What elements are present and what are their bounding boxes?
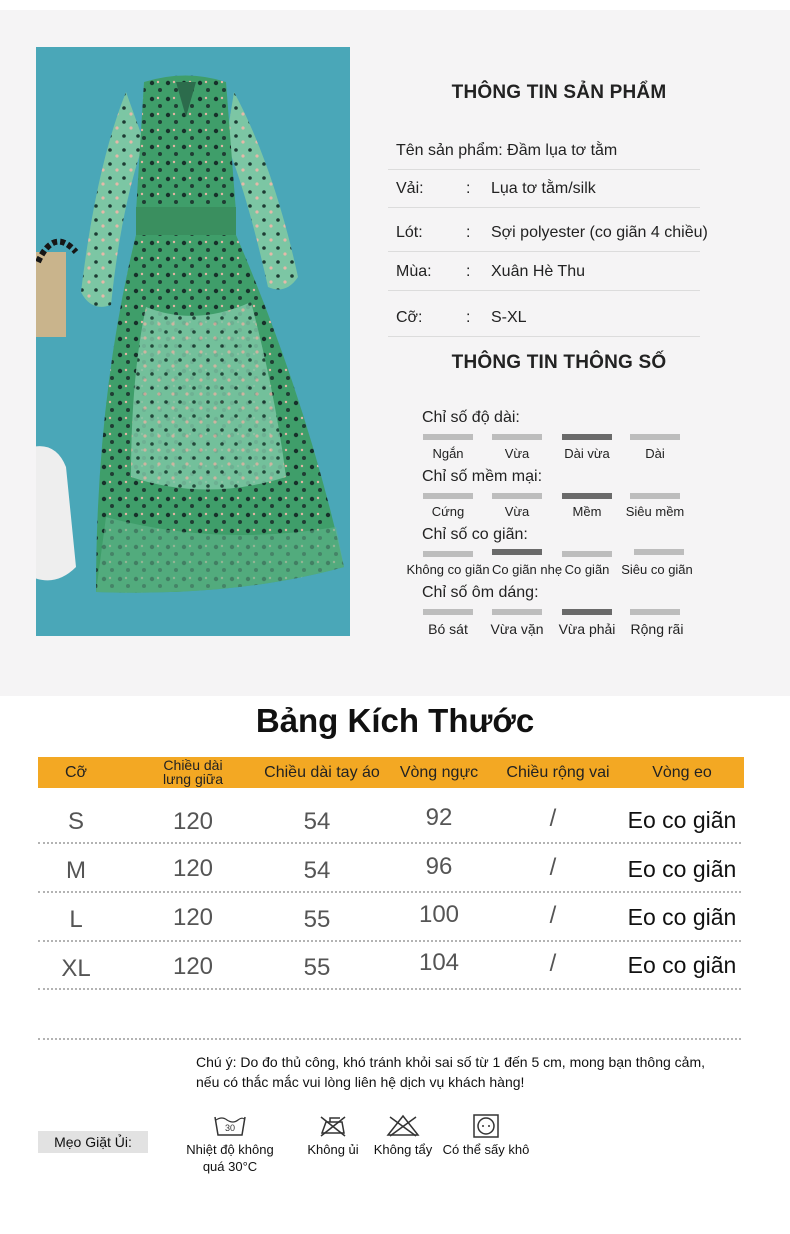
cell-length: 120 xyxy=(172,904,214,931)
scale-option: Rộng rãi xyxy=(630,621,684,637)
product-info-title: THÔNG TIN SẢN PHẨM xyxy=(451,82,667,103)
table-row xyxy=(38,894,744,942)
cell-bust: 92 xyxy=(425,804,453,831)
scale-option: Mềm xyxy=(572,504,602,519)
cell-waist: Eo co giãn xyxy=(627,904,737,930)
header-size: Cỡ xyxy=(64,764,88,781)
cell-size: L xyxy=(69,906,83,933)
scale-bar xyxy=(562,434,612,440)
scale-bar xyxy=(492,609,542,615)
scale-option: Dài xyxy=(645,446,665,461)
scale-bar xyxy=(562,609,612,615)
scale-option: Vừa xyxy=(504,504,530,519)
header-length-line2: lưng giữa xyxy=(163,771,223,787)
care-item-dry xyxy=(440,1114,532,1158)
cell-shoulder: / xyxy=(549,854,557,881)
care-text-line2: quá 30°C xyxy=(202,1159,258,1174)
info-label: Vải: xyxy=(396,180,424,197)
cell-length: 120 xyxy=(172,808,214,835)
info-label: Cỡ: xyxy=(396,309,423,326)
header-shoulder: Chiều rộng vai xyxy=(506,764,610,781)
scale-title-softness: Chỉ số mềm mại: xyxy=(422,468,543,485)
scale-bar xyxy=(492,434,542,440)
info-colon: : xyxy=(466,224,471,241)
table-row xyxy=(38,796,744,844)
scale-title-stretch: Chỉ số co giãn: xyxy=(422,526,528,543)
table-row xyxy=(38,845,744,893)
note-line-2: nếu có thắc mắc vui lòng liên hệ dịch vụ khách hàng! xyxy=(196,1074,525,1090)
care-item-iron xyxy=(298,1114,368,1158)
info-label: Lót: xyxy=(396,224,423,241)
scale-bar xyxy=(562,493,612,499)
care-item-bleach xyxy=(368,1114,438,1158)
cell-shoulder: / xyxy=(549,902,557,929)
scale-bar xyxy=(423,493,473,499)
scale-bar xyxy=(630,609,680,615)
info-colon: : xyxy=(466,263,471,280)
care-text-line1: Không tẩy xyxy=(373,1142,433,1157)
wash-30-icon xyxy=(213,1114,247,1138)
cell-size: S xyxy=(67,808,84,835)
scale-bar xyxy=(423,609,473,615)
info-row-season xyxy=(388,254,700,291)
cell-length: 120 xyxy=(172,953,214,980)
scale-option: Siêu mềm xyxy=(625,504,685,519)
cell-shoulder: / xyxy=(549,950,557,977)
cell-length: 120 xyxy=(172,855,214,882)
product-name-text: Tên sản phẩm: Đầm lụa tơ tằm xyxy=(396,142,618,159)
spec-info-title: THÔNG TIN THÔNG SỐ xyxy=(451,352,667,373)
cell-sleeve: 55 xyxy=(303,906,331,933)
cell-sleeve: 54 xyxy=(303,857,331,884)
size-table-title: Bảng Kích Thước xyxy=(255,702,535,739)
scale-bar xyxy=(634,549,684,555)
scale-title-fit: Chỉ số ôm dáng: xyxy=(422,584,539,601)
tumble-dry-icon xyxy=(472,1114,500,1138)
cell-sleeve: 55 xyxy=(303,954,331,981)
scale-option: Không co giãn xyxy=(406,562,490,577)
scale-option: Co giãn xyxy=(564,562,610,577)
scale-option: Bó sát xyxy=(428,621,468,637)
info-colon: : xyxy=(466,309,471,326)
measurement-note xyxy=(196,1052,756,1092)
scale-title-length: Chỉ số độ dài: xyxy=(422,409,520,426)
row-divider xyxy=(38,1038,741,1040)
no-bleach-icon xyxy=(386,1114,420,1138)
scale-bar xyxy=(562,551,612,557)
cell-bust: 100 xyxy=(418,901,460,928)
scale-option: Ngắn xyxy=(432,446,464,461)
cell-sleeve: 54 xyxy=(303,808,331,835)
header-waist: Vòng eo xyxy=(652,764,712,781)
product-photo xyxy=(36,47,350,636)
no-iron-icon xyxy=(318,1114,348,1138)
scale-option: Vừa xyxy=(504,446,530,461)
scale-option: Vừa phải xyxy=(558,621,616,637)
info-row-lining xyxy=(388,215,708,252)
note-line-1: Chú ý: Do đo thủ công, khó tránh khỏi sai số từ 1 đến 5 cm, mong bạn thông cảm, xyxy=(196,1054,705,1070)
table-row xyxy=(38,942,744,990)
care-item-wash xyxy=(180,1114,280,1175)
dress-image xyxy=(36,47,350,636)
scale-bar xyxy=(492,493,542,499)
scale-option: Dài vừa xyxy=(564,446,610,461)
care-text-line1: Có thể sấy khô xyxy=(442,1142,530,1157)
info-value: Xuân Hè Thu xyxy=(491,263,585,280)
cell-size: M xyxy=(66,857,86,884)
product-name-row xyxy=(388,133,700,170)
cell-waist: Eo co giãn xyxy=(627,952,737,978)
scale-option: Siêu co giãn xyxy=(621,562,693,577)
cell-waist: Eo co giãn xyxy=(627,807,737,833)
scale-bar xyxy=(630,493,680,499)
scale-option: Co giãn nhẹ xyxy=(491,562,563,577)
scale-option: Cứng xyxy=(431,504,465,519)
info-value: Sợi polyester (co giãn 4 chiều) xyxy=(491,224,708,241)
info-label: Mùa: xyxy=(396,263,432,280)
header-bust: Vòng ngực xyxy=(399,764,479,781)
header-length xyxy=(148,758,238,786)
care-text-line1: Không ủi xyxy=(307,1142,359,1157)
scale-bar xyxy=(492,549,542,555)
scale-option: Vừa vặn xyxy=(490,621,544,637)
info-row-size xyxy=(388,300,700,337)
header-sleeve: Chiều dài tay áo xyxy=(264,764,380,781)
cell-size: XL xyxy=(61,955,91,982)
scale-bar xyxy=(423,434,473,440)
row-divider xyxy=(38,891,741,893)
table-row-empty xyxy=(38,992,744,1040)
info-value: S-XL xyxy=(491,309,527,326)
scale-bar xyxy=(630,434,680,440)
info-value: Lụa tơ tằm/silk xyxy=(491,180,596,197)
scale-bar xyxy=(423,551,473,557)
info-row-fabric xyxy=(388,171,700,208)
row-divider xyxy=(38,988,741,990)
cell-bust: 104 xyxy=(418,949,460,976)
cell-shoulder: / xyxy=(549,805,557,832)
info-colon: : xyxy=(466,180,471,197)
care-tips-label: Mẹo Giặt Ủi: xyxy=(38,1131,148,1153)
wash-temp-text: 30 xyxy=(224,1123,236,1133)
cell-waist: Eo co giãn xyxy=(627,856,737,882)
size-table-header xyxy=(38,757,744,788)
cell-bust: 96 xyxy=(425,853,453,880)
care-text-line1: Nhiệt độ không xyxy=(186,1142,274,1157)
header-length-line1: Chiều dài xyxy=(163,757,223,773)
row-divider xyxy=(38,842,741,844)
